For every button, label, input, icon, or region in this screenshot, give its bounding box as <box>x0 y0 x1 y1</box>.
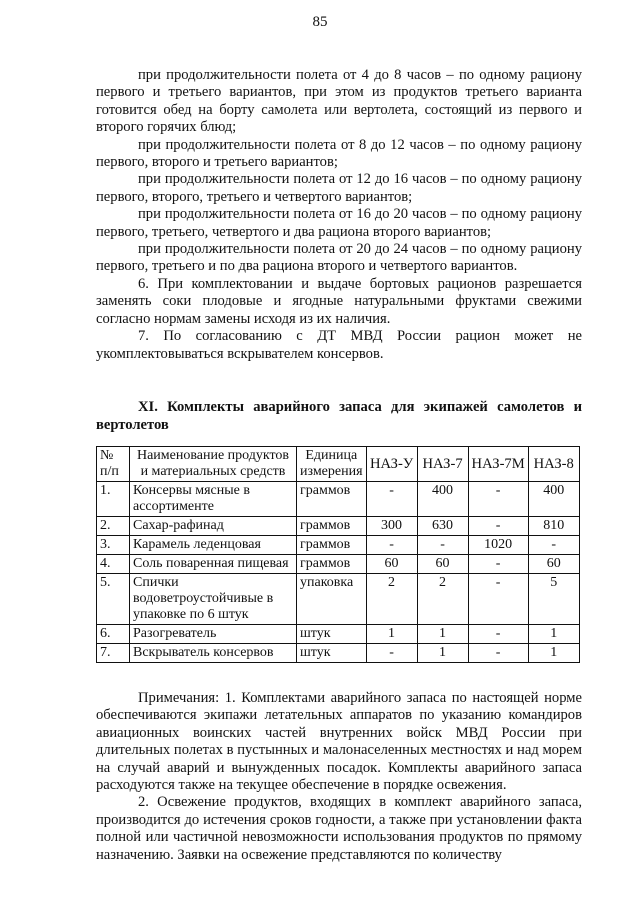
emergency-kit-table <box>96 446 580 663</box>
cell-naz-7: 400 <box>417 482 468 517</box>
cell-naz-7m: - <box>468 574 528 625</box>
cell-naz-8: 1 <box>528 625 579 644</box>
cell-number: 6. <box>97 625 130 644</box>
cell-naz-7m: - <box>468 644 528 663</box>
cell-naz-8: 60 <box>528 555 579 574</box>
cell-naz-7: 1 <box>417 625 468 644</box>
cell-unit: граммов <box>297 555 367 574</box>
cell-number: 7. <box>97 644 130 663</box>
cell-naz-7m: - <box>468 625 528 644</box>
cell-name: Соль поваренная пищевая <box>130 555 297 574</box>
section-heading: XI. Комплекты аварийного запаса для экипажей самолетов и вертолетов <box>96 399 582 433</box>
cell-number: 2. <box>97 517 130 536</box>
cell-naz-u: - <box>366 644 417 663</box>
col-header-naz-7: НАЗ-7 <box>417 447 468 482</box>
cell-naz-8: 400 <box>528 482 579 517</box>
table-row <box>97 574 580 625</box>
cell-unit: граммов <box>297 482 367 517</box>
cell-naz-u: 2 <box>366 574 417 625</box>
cell-number: 5. <box>97 574 130 625</box>
cell-naz-7m: 1020 <box>468 536 528 555</box>
note-paragraph: 2. Освежение продуктов, входящих в комплект аварийного запаса, производится до истечения сроков годности, а также при установлении факта полной или частичной невозможности использования продуктов по прямому назначению. Заявки на освежение представляются по количеству <box>96 794 582 863</box>
cell-number: 1. <box>97 482 130 517</box>
cell-name: Сахар-рафинад <box>130 517 297 536</box>
cell-name: Спички водоветроустойчивые в упаковке по 6 штук <box>130 574 297 625</box>
cell-unit: штук <box>297 625 367 644</box>
col-header-number: № п/п <box>97 447 130 482</box>
table-header-row <box>97 447 580 482</box>
cell-naz-7m: - <box>468 482 528 517</box>
col-header-naz-7m: НАЗ-7М <box>468 447 528 482</box>
table-row <box>97 536 580 555</box>
cell-naz-7: 630 <box>417 517 468 536</box>
cell-naz-8: - <box>528 536 579 555</box>
cell-number: 4. <box>97 555 130 574</box>
paragraph: при продолжительности полета от 4 до 8 часов – по одному рациону первого и третьего вариантов, при этом из продуктов третьего варианта готовится обед на борту самолета или вертолета, состоящий из первого и второго горячих блюд; <box>96 67 582 136</box>
cell-naz-u: 1 <box>366 625 417 644</box>
col-header-naz-u: НАЗ-У <box>366 447 417 482</box>
cell-naz-u: - <box>366 482 417 517</box>
paragraph: при продолжительности полета от 20 до 24 часов – по одному рациону первого, третьего и по два рациона второго и четвертого вариантов. <box>96 241 582 275</box>
table-row <box>97 517 580 536</box>
cell-unit: упаковка <box>297 574 367 625</box>
cell-unit: граммов <box>297 536 367 555</box>
paragraph: при продолжительности полета от 12 до 16 часов – по одному рациону первого, второго, третьего и четвертого вариантов; <box>96 171 582 205</box>
cell-naz-7: 2 <box>417 574 468 625</box>
cell-naz-8: 1 <box>528 644 579 663</box>
col-header-unit: Единица измерения <box>297 447 367 482</box>
cell-unit: штук <box>297 644 367 663</box>
cell-naz-7m: - <box>468 555 528 574</box>
ration-duration-paragraphs <box>96 67 582 363</box>
cell-number: 3. <box>97 536 130 555</box>
cell-naz-u: - <box>366 536 417 555</box>
cell-name: Разогреватель <box>130 625 297 644</box>
cell-name: Вскрыватель консервов <box>130 644 297 663</box>
note-paragraph: Примечания: 1. Комплектами аварийного запаса по настоящей норме обеспечиваются экипажи летательных аппаратов по указанию командиров авиационных воинских частей внутренних войск МВД России при длительных полетах в пустынных и малонаселенных местностях и над морем на случай аварий и вынужденных посадок. Комплекты аварийного запаса расходуются также на текущее обеспечение в порядке освежения. <box>96 690 582 794</box>
table-row <box>97 482 580 517</box>
cell-naz-8: 5 <box>528 574 579 625</box>
cell-naz-7: 1 <box>417 644 468 663</box>
paragraph: 6. При комплектовании и выдаче бортовых рационов разрешается заменять соки плодовые и ягодные натуральными фруктами свежими согласно нормам замены исходя из их наличия. <box>96 275 582 327</box>
paragraph: при продолжительности полета от 8 до 12 часов – по одному рациону первого, второго и третьего вариантов; <box>96 136 582 171</box>
cell-naz-7: 60 <box>417 555 468 574</box>
table-row <box>97 555 580 574</box>
table-row <box>97 644 580 663</box>
cell-naz-7m: - <box>468 517 528 536</box>
page-number: 85 <box>312 14 328 30</box>
cell-name: Консервы мясные в ассортименте <box>130 482 297 517</box>
col-header-name: Наименование продуктов и материальных средств <box>130 447 297 482</box>
cell-unit: граммов <box>297 517 367 536</box>
paragraph: при продолжительности полета от 16 до 20 часов – по одному рациону первого, третьего, четвертого и два рациона второго вариантов; <box>96 206 582 240</box>
col-header-naz-8: НАЗ-8 <box>528 447 579 482</box>
paragraph: 7. По согласованию с ДТ МВД России рацион может не укомплектовываться вскрывателем консервов. <box>96 328 582 362</box>
notes-section <box>96 690 582 864</box>
cell-naz-8: 810 <box>528 517 579 536</box>
cell-name: Карамель леденцовая <box>130 536 297 555</box>
cell-naz-u: 300 <box>366 517 417 536</box>
table-row <box>97 625 580 644</box>
cell-naz-7: - <box>417 536 468 555</box>
cell-naz-u: 60 <box>366 555 417 574</box>
